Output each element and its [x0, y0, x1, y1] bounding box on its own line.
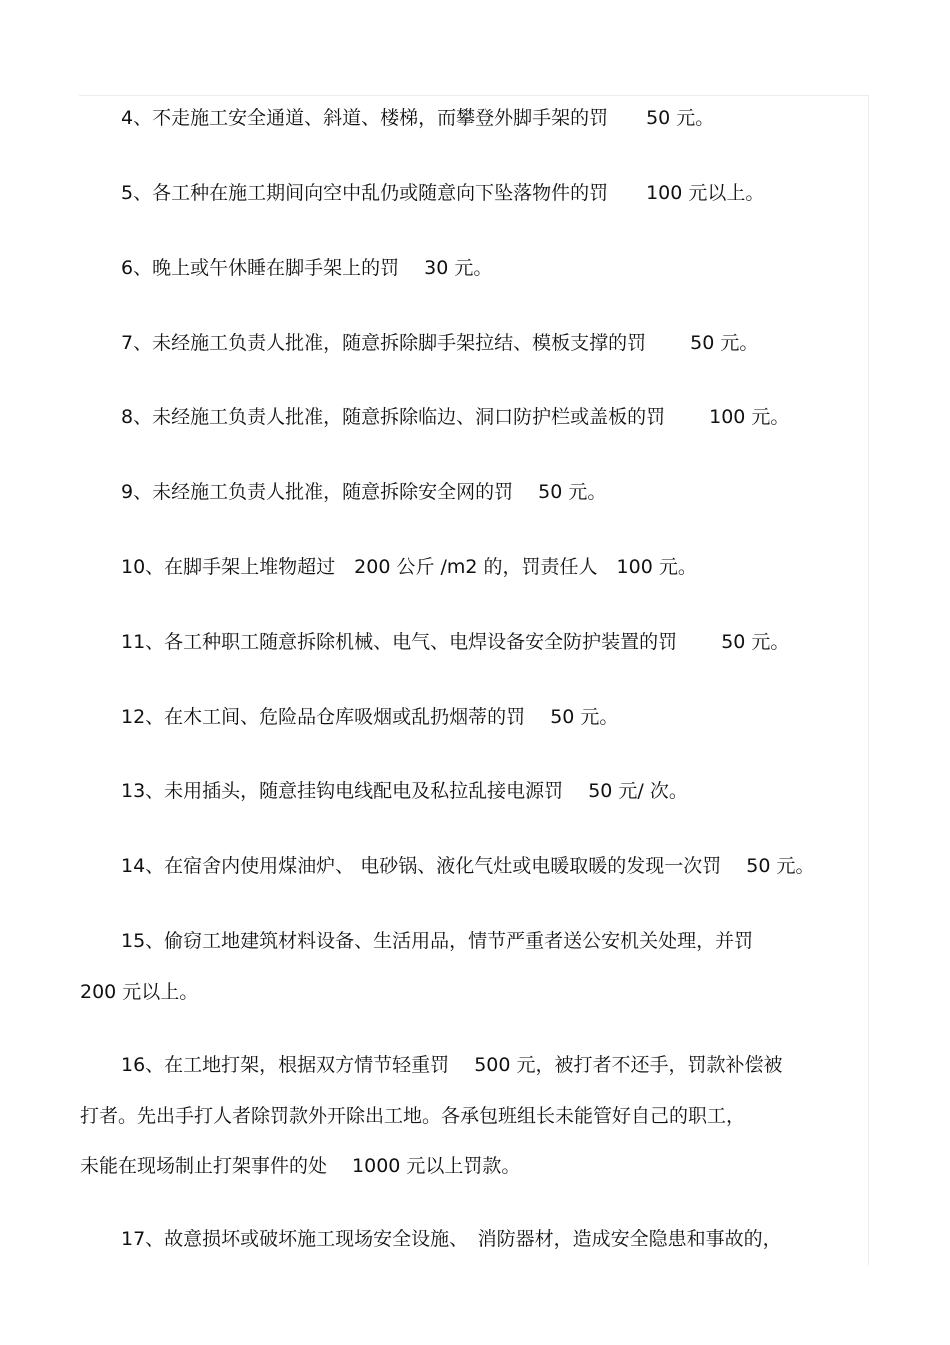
item-16-line-1: 16、在工地打架，根据双方情节轻重罚 500 元，被打者不还手，罚款补偿被 [121, 1054, 783, 1076]
item-7-line-1: 7、未经施工负责人批准，随意拆除脚手架拉结、模板支撑的罚 50 元。 [121, 332, 759, 354]
item-15-line-2: 200 元以上。 [80, 981, 199, 1003]
item-4-line-1: 4、不走施工安全通道、斜道、楼梯，而攀登外脚手架的罚 50 元。 [121, 107, 715, 129]
item-10-line-1: 10、在脚手架上堆物超过 200 公斤 /m2 的，罚责任人 100 元。 [121, 556, 697, 578]
item-17-line-1: 17、故意损坏或破坏施工现场安全设施、 消防器材，造成安全隐患和事故的， [121, 1228, 782, 1250]
item-5-line-1: 5、各工种在施工期间向空中乱仍或随意向下坠落物件的罚 100 元以上。 [121, 182, 765, 204]
item-8-line-1: 8、未经施工负责人批准，随意拆除临边、洞口防护栏或盖板的罚 100 元。 [121, 406, 790, 428]
item-16-line-3: 未能在现场制止打架事件的处 1000 元以上罚款。 [80, 1155, 521, 1177]
item-15-line-1: 15、偷窃工地建筑材料设备、生活用品，情节严重者送公安机关处理，并罚 [121, 930, 754, 952]
item-16-line-2: 打者。先出手打人者除罚款外开除出工地。各承包班组长未能管好自己的职工， [80, 1105, 746, 1127]
item-6-line-1: 6、晚上或午休睡在脚手架上的罚 30 元。 [121, 257, 493, 279]
item-14-line-1: 14、在宿舍内使用煤油炉、 电砂锅、液化气灶或电暖取暖的发现一次罚 50 元。 [121, 855, 815, 877]
item-13-line-1: 13、未用插头，随意挂钩电线配电及私拉乱接电源罚 50 元/ 次。 [121, 780, 688, 802]
item-11-line-1: 11、各工种职工随意拆除机械、电气、电焊设备安全防护装置的罚 50 元。 [121, 631, 790, 653]
item-9-line-1: 9、未经施工负责人批准，随意拆除安全网的罚 50 元。 [121, 481, 607, 503]
item-12-line-1: 12、在木工间、危险品仓库吸烟或乱扔烟蒂的罚 50 元。 [121, 706, 619, 728]
